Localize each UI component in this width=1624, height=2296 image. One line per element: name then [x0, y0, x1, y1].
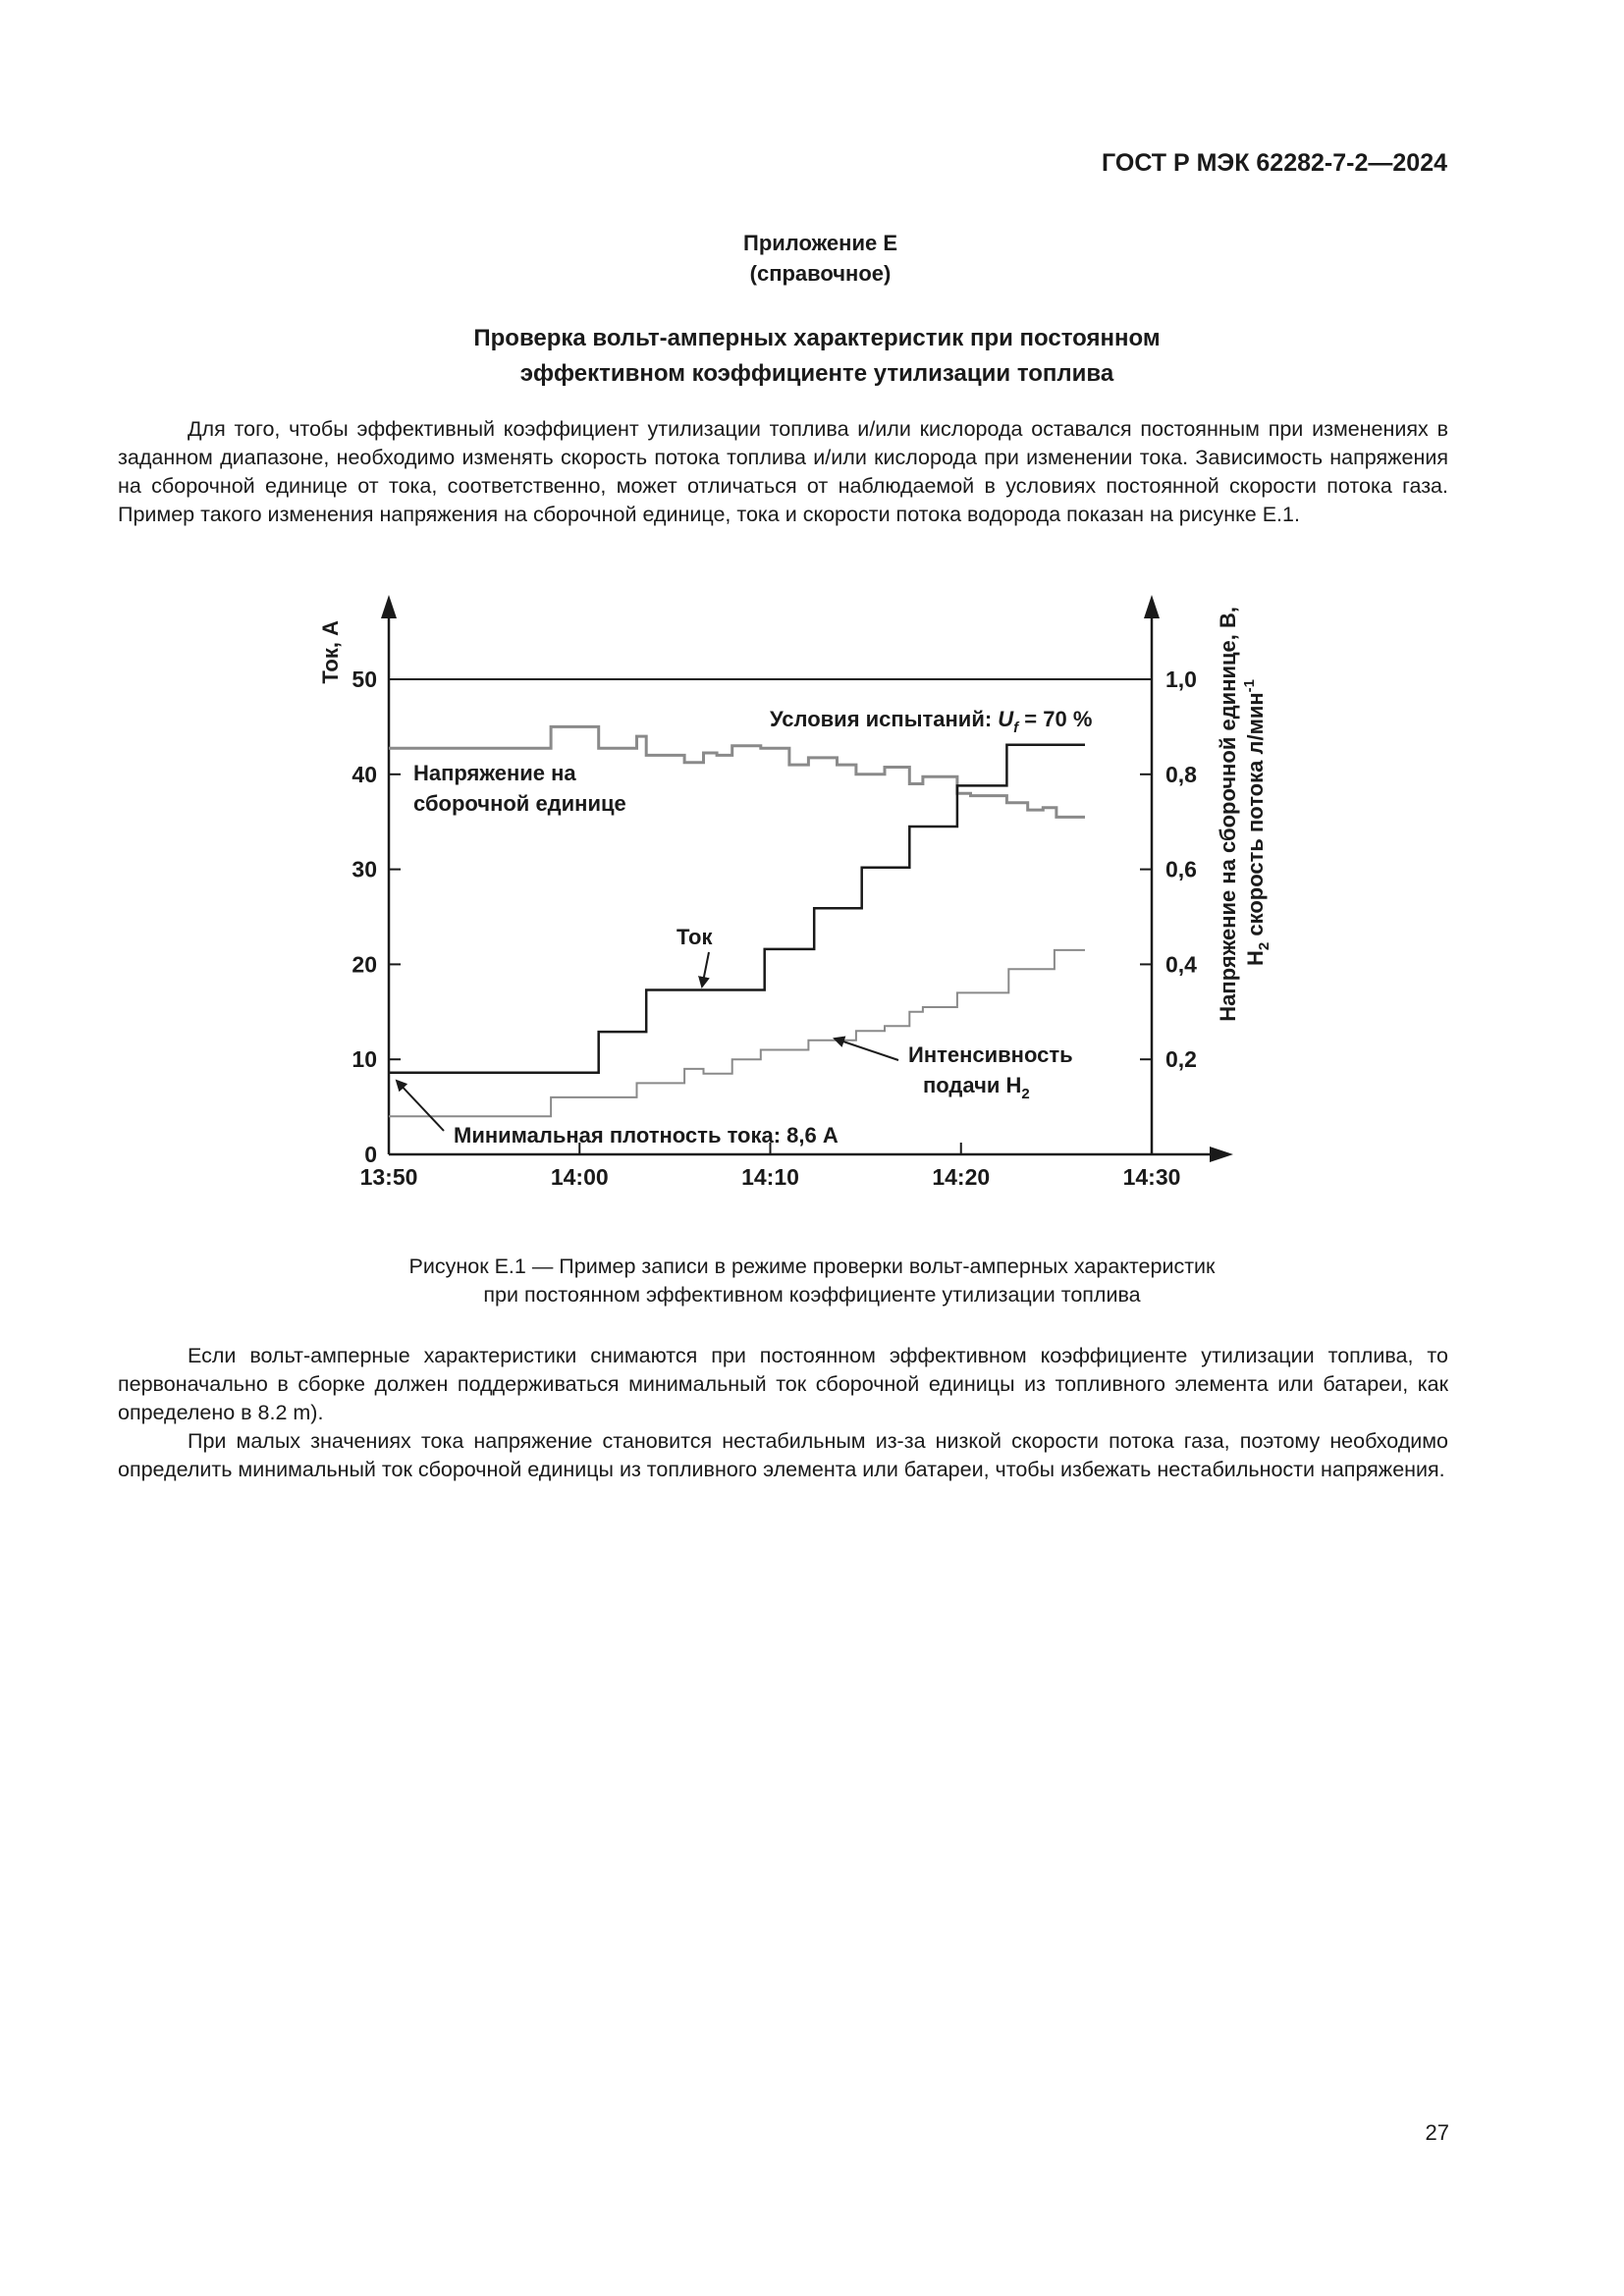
right-axis-arrow — [1144, 595, 1160, 618]
body-paragraphs — [118, 1342, 1448, 1484]
right-axis-title-h-sub: 2 — [1256, 941, 1272, 951]
body-paragraph-1: Если вольт-амперные характеристики снимаются при постоянном эффективном коэффициенте утилизации топлива, то первоначально в сборке должен поддерживаться минимальный ток сборочной единицы из топливного элемента или батареи, как определено в 8.2 m). — [118, 1344, 1448, 1424]
figure-caption-line2: при постоянном эффективном коэффициенте утилизации топлива — [483, 1283, 1141, 1307]
left-tick-label: 0 — [364, 1142, 377, 1167]
test-conditions-var: U — [998, 707, 1014, 731]
test-conditions-post: = 70 % — [1018, 707, 1093, 731]
right-axis-title-h: H — [1243, 950, 1268, 966]
current-label-arrow — [702, 952, 709, 987]
right-tick-label: 0,6 — [1165, 856, 1197, 882]
left-tick-label: 20 — [352, 951, 377, 978]
h2-label-arrow — [835, 1039, 898, 1060]
left-axis-title: Ток, А — [318, 620, 343, 684]
right-tick-label: 0,2 — [1165, 1046, 1197, 1073]
x-axis-arrow — [1210, 1147, 1233, 1162]
appendix-name: Приложение Е — [743, 231, 897, 255]
intro-text: Для того, чтобы эффективный коэффициент утилизации топлива и/или кислорода оставался постоянным при изменениях в заданном диапазоне, необходимо изменять скорость потока топлива и/или кислорода при изменении тока. Зависимость напряжения на сборочной единице от тока, соответственно, может отличаться от наблюдаемой в условиях постоянной скорости потока газа. Пример такого изменения напряжения на сборочной единице, тока и скорости потока водорода показан на рисунке Е.1. — [118, 417, 1448, 526]
voltage-label-line2: сборочной единице — [413, 791, 626, 816]
h2-label-line1: Интенсивность — [908, 1042, 1073, 1067]
figure-caption-line1: Рисунок Е.1 — Пример записи в режиме проверки вольт-амперных характеристик — [408, 1255, 1216, 1278]
test-conditions-sub: f — [1013, 720, 1019, 736]
x-tick-label: 14:00 — [550, 1164, 609, 1190]
right-tick-label: 1,0 — [1165, 667, 1197, 692]
right-tick-label: 0,4 — [1165, 951, 1197, 978]
x-tick-label: 13:50 — [359, 1164, 418, 1190]
figure-caption — [0, 1253, 1624, 1309]
x-tick-label: 14:10 — [741, 1164, 799, 1190]
min-density-arrow — [397, 1081, 444, 1131]
left-tick-label: 40 — [352, 761, 377, 787]
right-axis-title-rest: скорость потока л/мин — [1243, 692, 1268, 942]
h2-label-sub: 2 — [1021, 1086, 1030, 1102]
voltage-label-line1: Напряжение на — [413, 761, 576, 785]
test-conditions-pre: Условия испытаний: — [770, 707, 999, 731]
left-tick-label: 10 — [352, 1046, 377, 1073]
current-label: Ток — [677, 925, 713, 949]
test-conditions-label — [770, 707, 1092, 736]
x-tick-label: 14:20 — [932, 1164, 991, 1190]
right-axis-title-sup: -1 — [1241, 679, 1258, 693]
h2-label-line2 — [923, 1073, 1030, 1102]
min-density-label: Минимальная плотность тока: 8,6 А — [454, 1123, 839, 1148]
right-axis-title-line1: Напряжение на сборочной единице, В, — [1216, 607, 1240, 1022]
left-tick-label: 30 — [352, 856, 377, 882]
section-title-line1: Проверка вольт-амперных характеристик при постоянном — [473, 325, 1161, 351]
left-tick-label: 50 — [352, 667, 377, 692]
section-title-line2: эффективном коэффициенте утилизации топлива — [519, 360, 1114, 387]
right-axis-title-line2 — [1241, 679, 1272, 966]
body-paragraph-2: При малых значениях тока напряжение становится нестабильным из-за низкой скорости потока газа, поэтому необходимо определить минимальный ток сборочной единицы из топливного элемента или батареи, чтобы избежать нестабильности напряжения. — [118, 1429, 1448, 1481]
x-tick-label: 14:30 — [1122, 1164, 1181, 1190]
h2-label-pre: подачи H — [923, 1073, 1022, 1097]
appendix-type: (справочное) — [749, 261, 892, 286]
document-header: ГОСТ Р МЭК 62282-7-2—2024 — [1102, 149, 1447, 177]
page-number: 27 — [1425, 2120, 1449, 2145]
left-axis-arrow — [381, 595, 397, 618]
right-tick-label: 0,8 — [1165, 761, 1197, 787]
